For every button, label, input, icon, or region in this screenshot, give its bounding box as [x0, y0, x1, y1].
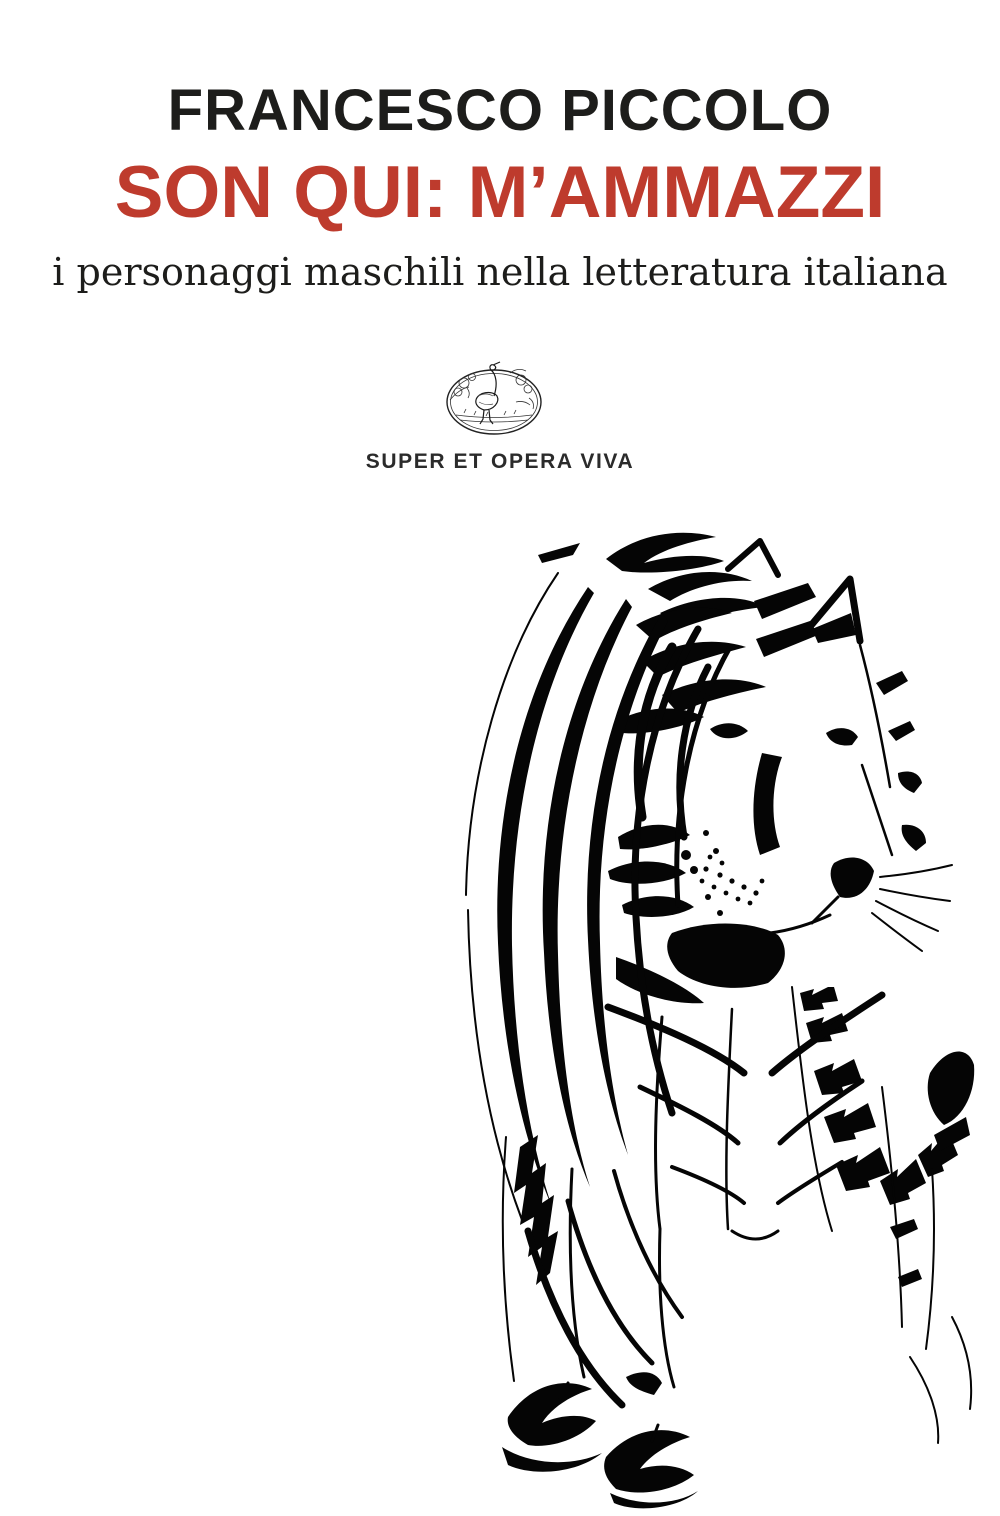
author-name: FRANCESCO PICCOLO — [167, 78, 833, 143]
tiger-illustration — [410, 525, 990, 1516]
imprint-series-label: SUPER ET OPERA VIVA — [365, 450, 635, 473]
einaudi-ostrich-logo-icon — [434, 358, 554, 454]
book-subtitle: i personaggi maschili nella letteratura italiana — [52, 250, 948, 294]
book-title: SON QUI: M’AMMAZZI — [114, 152, 886, 233]
